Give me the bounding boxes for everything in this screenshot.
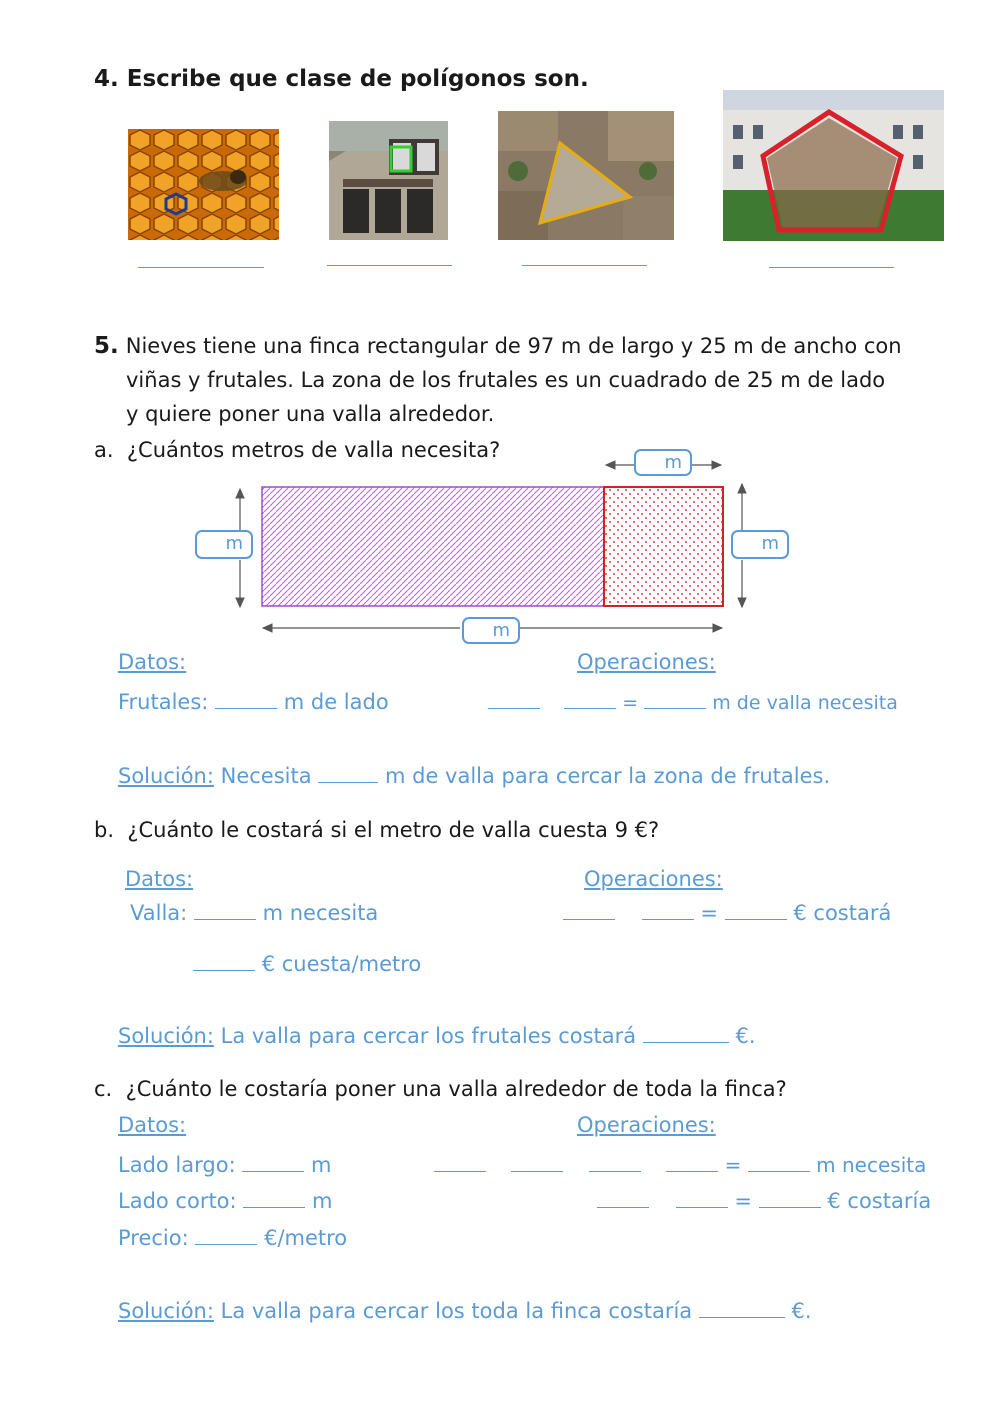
b-operaciones-label: Operaciones: (584, 867, 723, 891)
question-a-text: ¿Cuántos metros de valla necesita? (126, 438, 501, 462)
c-operaciones-label: Operaciones: (577, 1113, 716, 1137)
b-datos-label: Datos: (125, 867, 194, 891)
c-equals-1: = (724, 1153, 742, 1177)
c-largo-label: Lado largo: (118, 1153, 236, 1177)
bottom-measure-input[interactable]: m (462, 617, 520, 644)
c-result2-text: € costaría (827, 1189, 932, 1213)
vines-area (262, 487, 604, 606)
a-sol-post: m de valla para cercar la zona de frutales. (384, 764, 831, 788)
a-solution-input[interactable] (318, 764, 378, 783)
q4-number: 4. (94, 66, 119, 92)
a-solucion-label: Solución: (118, 764, 214, 788)
c-corto-input[interactable] (243, 1189, 305, 1208)
letter-c: c. (94, 1077, 113, 1101)
a-op-input-1[interactable] (488, 690, 540, 709)
a-frutales-label: Frutales: (118, 690, 209, 714)
c-operation-row-2 (597, 1189, 931, 1213)
c-largo-row (118, 1153, 332, 1177)
b-op-input-1[interactable] (563, 901, 615, 920)
c-corto-label: Lado corto: (118, 1189, 237, 1213)
a-frutales-input[interactable] (215, 690, 277, 709)
b-solucion-label: Solución: (118, 1024, 214, 1048)
c-solucion-label: Solución: (118, 1299, 214, 1323)
right-measure-input[interactable]: m (731, 530, 789, 559)
c-corto-unit: m (311, 1189, 333, 1213)
answer-line-1[interactable] (138, 267, 264, 268)
a-sol-pre: Necesita (220, 764, 312, 788)
q4-title: Escribe que clase de polígonos son. (126, 66, 589, 92)
c-precio-input[interactable] (195, 1226, 257, 1245)
c-result1-text: m necesita (816, 1153, 927, 1177)
a-equals: = (622, 692, 639, 714)
b-solution-input[interactable] (643, 1024, 729, 1043)
c-op1-input-4[interactable] (666, 1153, 718, 1172)
b-op-result[interactable] (725, 901, 787, 920)
b-sol-pre: La valla para cercar los frutales costará (220, 1024, 637, 1048)
b-valla-input[interactable] (194, 901, 256, 920)
left-measure-input[interactable]: m (195, 530, 253, 559)
b-sol-post: €. (735, 1024, 756, 1048)
c-sol-pre: La valla para cercar los toda la finca costaría (220, 1299, 693, 1323)
letter-a: a. (94, 438, 114, 462)
a-operaciones-label: Operaciones: (577, 650, 716, 674)
q5-line2: viñas y frutales. La zona de los frutales es un cuadrado de 25 m de lado (126, 368, 886, 392)
building-photo (329, 121, 448, 240)
b-operation-row (563, 901, 891, 925)
c-op2-input-2[interactable] (676, 1189, 728, 1208)
b-result-text: € costará (793, 901, 892, 925)
c-op1-input-3[interactable] (589, 1153, 641, 1172)
honeycomb-photo (128, 129, 279, 240)
q5-text-1: Nieves tiene una finca rectangular de 97 m de largo y 25 m de ancho con (125, 334, 902, 358)
q5-line3: y quiere poner una valla alrededor. (126, 402, 495, 426)
b-solution (118, 1024, 756, 1048)
b-cuesta-row (193, 952, 421, 976)
c-solution (118, 1299, 812, 1323)
c-op1-input-1[interactable] (434, 1153, 486, 1172)
q4-heading (94, 66, 589, 92)
answer-line-2[interactable] (327, 265, 452, 266)
c-precio-row (118, 1226, 347, 1250)
q5-line1 (94, 333, 902, 359)
letter-b: b. (94, 818, 115, 842)
aerial-plaza-photo (498, 111, 674, 240)
answer-line-3[interactable] (522, 265, 647, 266)
question-c (94, 1077, 787, 1101)
a-result-text: m de valla necesita (712, 692, 898, 714)
c-operation-row-1 (434, 1153, 926, 1177)
pentagon-photo (723, 90, 944, 241)
c-largo-input[interactable] (242, 1153, 304, 1172)
b-equals: = (700, 901, 718, 925)
a-frutales-unit: m de lado (283, 690, 389, 714)
a-solution (118, 764, 830, 788)
a-op-input-2[interactable] (564, 690, 616, 709)
c-corto-row (118, 1189, 332, 1213)
question-c-text: ¿Cuánto le costaría poner una valla alrededor de toda la finca? (125, 1077, 787, 1101)
top-measure-input[interactable]: m (634, 449, 692, 476)
b-cuesta-text: € cuesta/metro (261, 952, 422, 976)
a-datos-label: Datos: (118, 650, 187, 674)
orchard-square (604, 487, 723, 606)
c-equals-2: = (734, 1189, 752, 1213)
a-frutales-row (118, 690, 389, 714)
a-op-result[interactable] (644, 690, 706, 709)
b-op-input-2[interactable] (642, 901, 694, 920)
c-datos-label: Datos: (118, 1113, 187, 1137)
b-cuesta-input[interactable] (193, 952, 255, 971)
c-op2-input-1[interactable] (597, 1189, 649, 1208)
c-precio-unit: €/metro (264, 1226, 348, 1250)
answer-line-4[interactable] (769, 267, 894, 268)
c-solution-input[interactable] (699, 1299, 785, 1318)
b-valla-row (130, 901, 378, 925)
question-b-text: ¿Cuánto le costará si el metro de valla cuesta 9 €? (127, 818, 660, 842)
c-precio-label: Precio: (118, 1226, 189, 1250)
c-op1-result[interactable] (748, 1153, 810, 1172)
question-b (94, 818, 659, 842)
b-valla-label: Valla: (130, 901, 188, 925)
c-sol-post: €. (791, 1299, 812, 1323)
c-largo-unit: m (311, 1153, 332, 1177)
b-valla-unit: m necesita (262, 901, 379, 925)
q5-number: 5. (94, 333, 119, 359)
c-op1-input-2[interactable] (511, 1153, 563, 1172)
c-op2-result[interactable] (759, 1189, 821, 1208)
a-operation-row (488, 690, 898, 714)
